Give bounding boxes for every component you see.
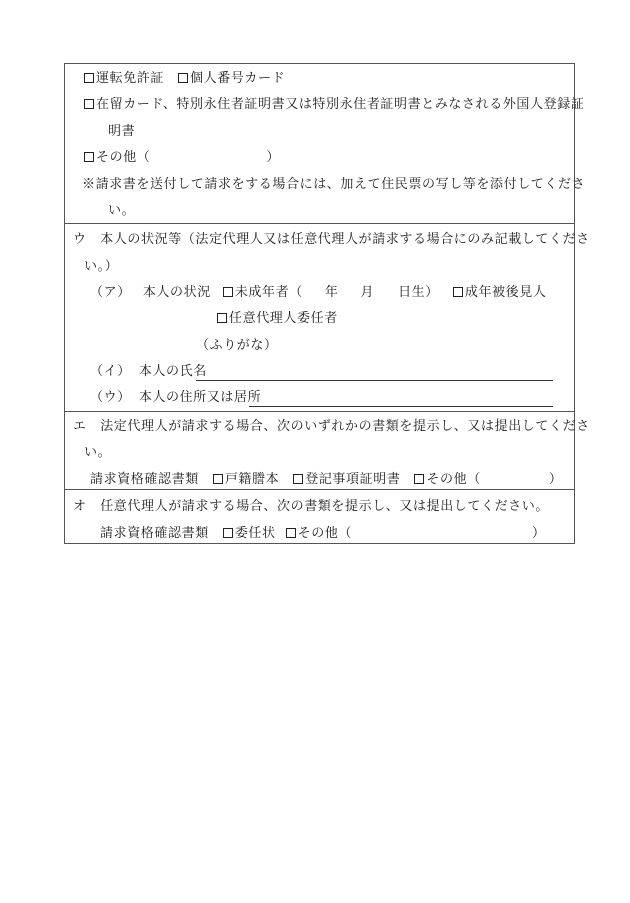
id-docs-row-3 xyxy=(84,150,280,166)
checkbox-power-of-attorney[interactable] xyxy=(223,528,233,538)
label-drivers-license: 運転免許証 xyxy=(96,71,165,86)
legal-agent-docs-row xyxy=(90,472,562,488)
section-u-heading-cont: い。） xyxy=(84,259,119,274)
person-name-row xyxy=(90,364,207,380)
item-u-label: （ウ） xyxy=(90,390,131,405)
checkbox-registry-cert[interactable] xyxy=(293,474,303,484)
docs-label: 請求資格確認書類 xyxy=(90,472,199,487)
person-name-label: 本人の氏名 xyxy=(138,364,207,379)
label-residence-card-cont: 明書 xyxy=(108,124,136,139)
label-adult-ward: 成年被後見人 xyxy=(464,285,547,300)
delegator-row xyxy=(217,311,338,327)
label-other-id: その他（ xyxy=(96,150,151,165)
section-u-heading: ウ 本人の状況等（法定代理人又は任意代理人が請求する場合にのみ記載してくださ xyxy=(73,232,590,247)
checkbox-other-legal[interactable] xyxy=(414,474,424,484)
person-name-field[interactable] xyxy=(196,380,553,381)
docs-label: 請求資格確認書類 xyxy=(100,526,209,541)
person-status-row xyxy=(90,285,546,301)
checkbox-family-register[interactable] xyxy=(213,474,223,484)
label-other-legal: その他（ xyxy=(426,472,481,487)
section-divider xyxy=(64,411,575,412)
paren-close: ） xyxy=(548,472,563,487)
item-i-label: （イ） xyxy=(90,364,131,379)
paren-close: ） xyxy=(266,150,281,165)
checkbox-residence-card[interactable] xyxy=(84,99,94,109)
label-residence-card: 在留カード、特別永住者証明書又は特別永住者証明書とみなされる外国人登録証 xyxy=(96,97,585,112)
label-my-number-card: 個人番号カード xyxy=(190,71,286,86)
label-family-register: 戸籍謄本 xyxy=(224,472,280,487)
section-divider xyxy=(64,489,575,490)
label-year: 年 xyxy=(324,285,339,300)
label-power-of-attorney: 委任状 xyxy=(234,526,276,541)
mail-request-note: ※請求書を送付して請求をする場合には、加えて住民票の写し等を添付してくださ xyxy=(82,177,586,192)
person-address-field[interactable] xyxy=(249,406,553,407)
checkbox-delegator[interactable] xyxy=(217,313,227,323)
item-a-label: （ア） xyxy=(90,285,131,300)
mail-request-note-cont: い。 xyxy=(108,203,136,218)
furigana-label: （ふりがな） xyxy=(196,338,278,353)
label-delegator: 任意代理人委任者 xyxy=(229,311,338,326)
id-docs-row-2 xyxy=(84,97,584,113)
checkbox-drivers-license[interactable] xyxy=(84,73,94,83)
person-address-row xyxy=(90,390,261,406)
id-docs-row-1 xyxy=(84,71,285,87)
label-registry-cert: 登記事項証明書 xyxy=(305,472,401,487)
section-e-heading: エ 法定代理人が請求する場合、次のいずれかの書類を提示し、又は提出してくださ xyxy=(73,419,590,434)
section-divider xyxy=(64,223,575,224)
person-status-label: 本人の状況 xyxy=(142,285,211,300)
label-month: 月 xyxy=(360,285,375,300)
label-other-voluntary: その他（ xyxy=(297,526,353,541)
paren-close: ） xyxy=(532,526,546,541)
checkbox-other-id[interactable] xyxy=(84,152,94,162)
checkbox-my-number-card[interactable] xyxy=(178,73,188,83)
person-address-label: 本人の住所又は居所 xyxy=(138,390,262,405)
section-o-heading: オ 任意代理人が請求する場合、次の書類を提示し、又は提出してください。 xyxy=(73,499,550,514)
checkbox-other-voluntary[interactable] xyxy=(286,528,296,538)
checkbox-minor[interactable] xyxy=(223,287,233,297)
checkbox-adult-ward[interactable] xyxy=(453,287,463,297)
section-e-heading-cont: い。 xyxy=(84,445,112,460)
voluntary-agent-docs-row xyxy=(100,526,546,542)
label-minor: 未成年者（ xyxy=(234,285,303,300)
label-day-born: 日生） xyxy=(398,285,439,300)
